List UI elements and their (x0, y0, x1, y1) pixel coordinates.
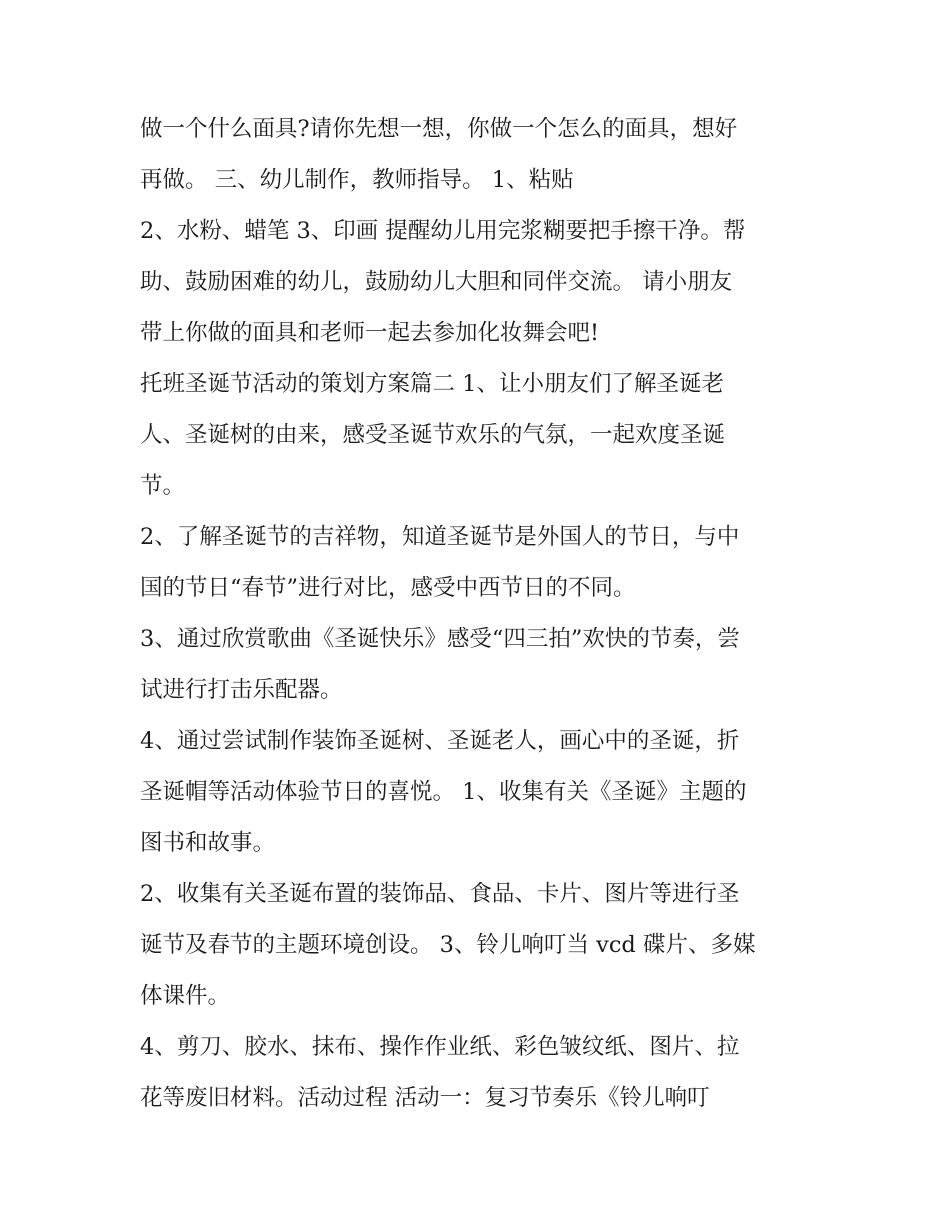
paragraph-prep-4-activity (140, 1022, 820, 1124)
text-line: 2、了解圣诞节的吉祥物，知道圣诞节是外国人的节日，与中 (140, 524, 740, 550)
text-line: 图书和故事。 (140, 830, 276, 856)
text-line: 再做。 三、幼儿制作，教师指导。 1、粘贴 (140, 167, 574, 193)
text-line: 4、通过尝试制作装饰圣诞树、圣诞老人，画心中的圣诞，折 (140, 728, 740, 754)
document-body (140, 104, 820, 1124)
text-line: 节。 (140, 473, 186, 499)
text-line: 助、鼓励困难的幼儿，鼓励幼儿大胆和同伴交流。 请小朋友 (140, 269, 733, 295)
text-line: 体课件。 (140, 983, 231, 1009)
paragraph-mask-making (140, 104, 820, 206)
paragraph-plan-two-goal-1 (140, 359, 820, 512)
text-line: 国的节日“春节”进行对比，感受中西节日的不同。 (140, 575, 636, 601)
paragraph-goal-4-prep-1 (140, 716, 820, 869)
text-line: 2、收集有关圣诞布置的装饰品、食品、卡片、图片等进行圣 (140, 881, 740, 907)
text-line: 托班圣诞节活动的策划方案篇二 1、让小朋友们了解圣诞老 (140, 371, 724, 397)
text-line: 诞节及春节的主题环境创设。 3、铃儿响叮当 vcd 碟片、多媒 (140, 932, 756, 958)
text-line: 带上你做的面具和老师一起去参加化妆舞会吧! (140, 320, 600, 346)
paragraph-goal-2 (140, 512, 820, 614)
text-line: 圣诞帽等活动体验节日的喜悦。 1、收集有关《圣诞》主题的 (140, 779, 747, 805)
text-line: 人、圣诞树的由来，感受圣诞节欢乐的气氛，一起欢度圣诞 (140, 422, 726, 448)
paragraph-materials-guidance (140, 206, 820, 359)
text-line: 花等废旧材料。活动过程 活动一：复习节奏乐《铃儿响叮 (140, 1085, 710, 1111)
text-line: 4、剪刀、胶水、抹布、操作作业纸、彩色皱纹纸、图片、拉 (140, 1034, 740, 1060)
paragraph-goal-3 (140, 614, 820, 716)
text-line: 试进行打击乐配器。 (140, 677, 343, 703)
text-line: 2、水粉、蜡笔 3、印画 提醒幼儿用完浆糊要把手擦干净。帮 (140, 218, 746, 244)
text-line: 做一个什么面具?请你先想一想，你做一个怎么的面具，想好 (140, 116, 738, 142)
text-line: 3、通过欣赏歌曲《圣诞快乐》感受“四三拍”欢快的节奏，尝 (140, 626, 740, 652)
paragraph-prep-2-3 (140, 869, 820, 1022)
